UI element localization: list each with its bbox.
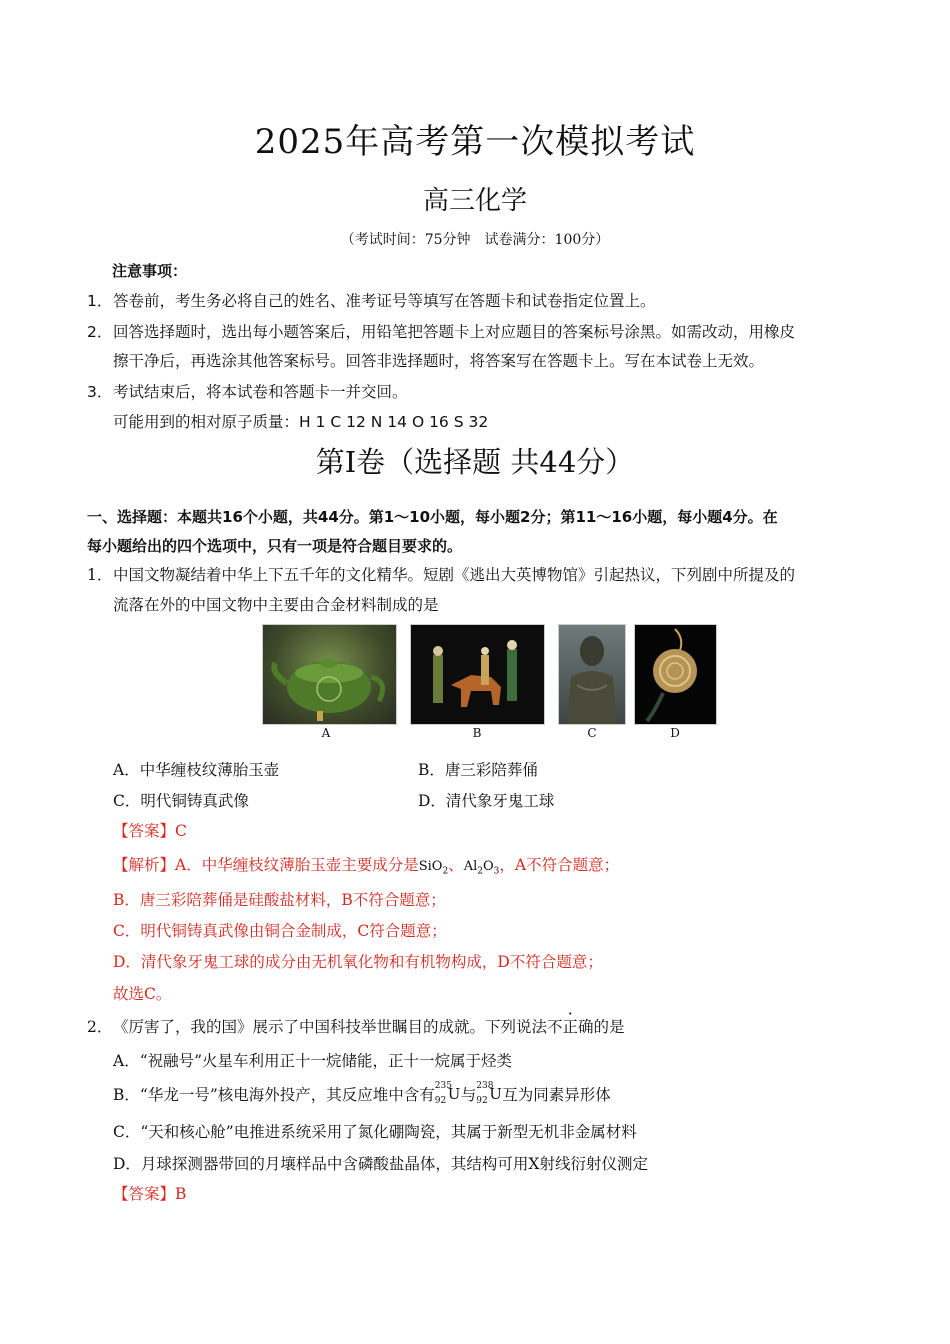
q1-conclusion: 故选C。 xyxy=(113,985,172,1003)
isotope-mass-number: 238 xyxy=(476,1081,494,1091)
formula-part: O xyxy=(482,859,494,874)
question-number: 2． xyxy=(87,1018,113,1036)
page-title: 2025年高考第一次模拟考试 xyxy=(254,122,696,162)
formula-subscript: 2 xyxy=(442,866,449,877)
notice-item-text: 回答选择题时，选出每小题答案后，用铅笔把答题卡上对应题目的答案标号涂黑。如需改动，用橡皮 xyxy=(113,323,796,341)
formula-part: SiO xyxy=(418,859,443,874)
question-number: 1． xyxy=(87,566,113,584)
notice-item-1 xyxy=(87,289,656,311)
analysis-separator: 、 xyxy=(448,856,464,874)
isotope-u235 xyxy=(434,1081,461,1106)
q1-stem xyxy=(87,563,795,585)
bronze-statue-image xyxy=(558,624,626,725)
option-text: 与 xyxy=(460,1086,477,1104)
q1-option-d: D．清代象牙鬼工球 xyxy=(418,792,555,810)
isotope-symbol: U xyxy=(447,1085,461,1103)
chem-formula-al2o3 xyxy=(463,859,500,877)
isotope-mass-number: 235 xyxy=(434,1081,452,1091)
q2-stem-text-end: 的是 xyxy=(593,1018,625,1036)
notice-item-text: 考试结束后，将本试卷和答题卡一并交回。 xyxy=(113,383,408,401)
notice-item-number: 1． xyxy=(87,292,113,310)
formula-subscript: 2 xyxy=(477,866,483,877)
q2-answer: 【答案】B xyxy=(113,1185,187,1203)
section-instructions-1: 一、选择题：本题共16个小题，共44分。第1～10小题，每小题2分；第11～16小题，每小题4分。在 xyxy=(87,508,778,526)
formula-subscript: 3 xyxy=(493,866,500,877)
atomic-mass-line: 可能用到的相对原子质量：H 1 C 12 N 14 O 16 S 32 xyxy=(113,413,489,431)
q1-answer: 【答案】C xyxy=(113,822,187,840)
notice-item-number: 2． xyxy=(87,323,113,341)
q1-analysis-d: D．清代象牙鬼工球的成分由无机氧化物和有机物构成，D不符合题意； xyxy=(113,953,603,971)
formula-part: Al xyxy=(463,859,478,874)
tang-figurines-image xyxy=(410,624,545,725)
q2-stem-emphasis: 不正确 xyxy=(547,1018,594,1036)
q2-option-b xyxy=(113,1083,611,1105)
q1-option-c: C．明代铜铸真武像 xyxy=(113,792,249,810)
isotope-u238 xyxy=(476,1081,502,1106)
q2-option-d: D．月球探测器带回的月壤样品中含磷酸盐晶体，其结构可用X射线衍射仪测定 xyxy=(113,1155,648,1173)
notice-item-2-cont: 擦干净后，再选涂其他答案标号。回答非选择题时，将答案写在答题卡上。写在本试卷上无效。 xyxy=(113,352,765,370)
q1-option-b: B．唐三彩陪葬俑 xyxy=(418,761,538,779)
q1-analysis-b: B．唐三彩陪葬俑是硅酸盐材料，B不符合题意； xyxy=(113,891,446,909)
exam-info: （考试时间：75分钟 试卷满分：100分） xyxy=(340,232,610,248)
q2-option-c: C．“天和核心舱”电推进系统采用了氮化硼陶瓷，其属于新型无机非金属材料 xyxy=(113,1123,637,1141)
image-label-c: C xyxy=(587,726,597,740)
notice-item-number: 3． xyxy=(87,383,113,401)
q1-analysis-c: C．明代铜铸真武像由铜合金制成，C符合题意； xyxy=(113,922,447,940)
ivory-ball-image xyxy=(634,624,717,725)
q1-stem-line2: 流落在外的中国文物中主要由合金材料制成的是 xyxy=(113,596,439,614)
chem-formula-sio2 xyxy=(418,859,449,877)
q1-stem-line1: 中国文物凝结着中华上下五千年的文化精华。短剧《逃出大英博物馆》引起热议，下列剧中所提及的 xyxy=(113,566,796,584)
analysis-text: ，A不符合题意； xyxy=(499,856,620,874)
image-label-a: A xyxy=(321,726,331,740)
jade-teapot-image xyxy=(262,624,397,725)
notice-item-3 xyxy=(87,380,408,402)
notice-heading: 注意事项： xyxy=(112,262,188,280)
q1-option-a: A．中华缠枝纹薄胎玉壶 xyxy=(113,761,280,779)
q2-stem xyxy=(87,1015,625,1037)
image-label-b: B xyxy=(472,726,482,740)
option-text: B．“华龙一号”核电海外投产，其反应堆中含有 xyxy=(113,1086,435,1104)
notice-item-text: 答卷前，考生务必将自己的姓名、准考证号等填写在答题卡和试卷指定位置上。 xyxy=(113,292,656,310)
option-text: 互为同素异形体 xyxy=(502,1086,611,1104)
image-label-d: D xyxy=(670,726,680,740)
q2-option-a: A．“祝融号”火星车利用正十一烷储能，正十一烷属于烃类 xyxy=(113,1052,513,1070)
section-instructions-2: 每小题给出的四个选项中，只有一项是符合题目要求的。 xyxy=(87,537,463,555)
isotope-symbol: U xyxy=(489,1085,502,1103)
q2-stem-text: 《厉害了，我的国》展示了中国科技举世瞩目的成就。下列说法 xyxy=(113,1018,548,1036)
page-subtitle: 高三化学 xyxy=(422,186,527,216)
isotope-atomic-number: 92 xyxy=(434,1096,447,1106)
q1-analysis-a xyxy=(113,853,619,877)
notice-item-2 xyxy=(87,320,795,342)
isotope-atomic-number: 92 xyxy=(476,1096,488,1106)
volume-title: 第Ⅰ卷（选择题 共44分） xyxy=(315,445,635,479)
analysis-text: 【解析】A．中华缠枝纹薄胎玉壶主要成分是 xyxy=(113,856,419,874)
